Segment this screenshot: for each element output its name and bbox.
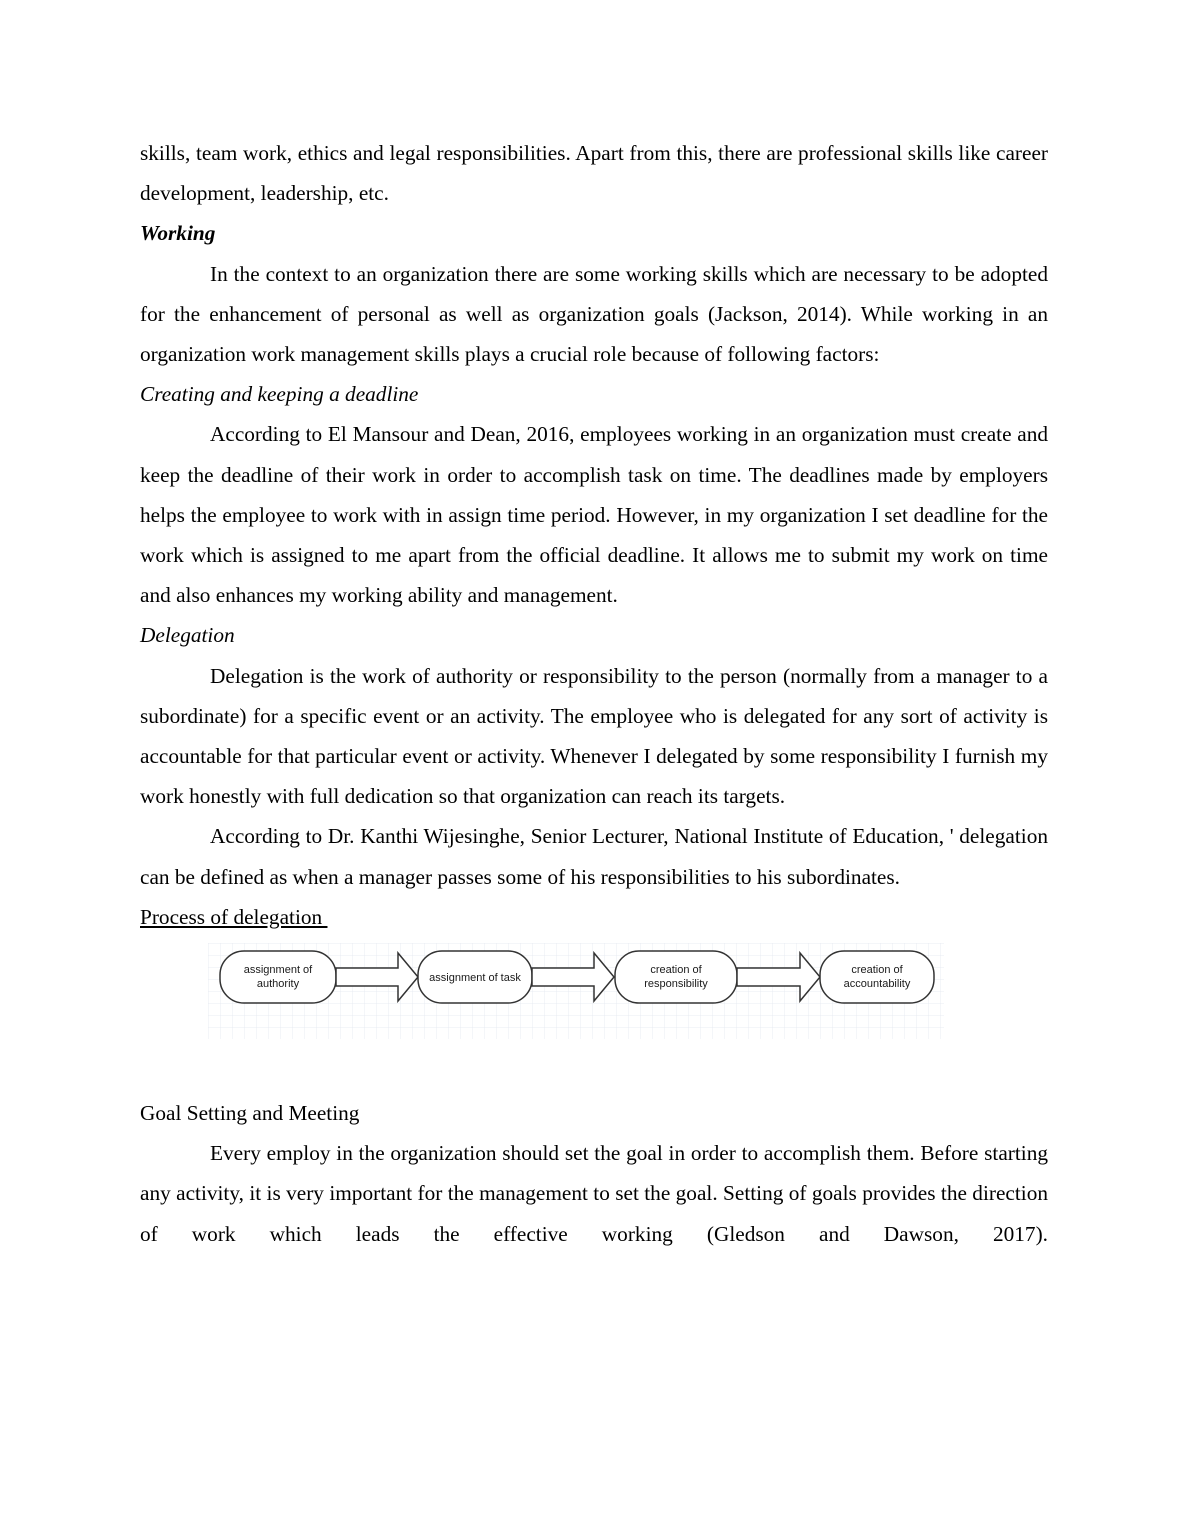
process-heading-text: Process of delegation xyxy=(140,904,328,929)
goal-paragraph: Every employ in the organization should set the goal in order to accomplish them. Before starting any activity, it is very important for the management to set the goal. Setting of goals provides the direction of work which leads the effective working (Gledson and Dawson, 2017). xyxy=(140,1141,1048,1246)
deadline-paragraph: According to El Mansour and Dean, 2016, employees working in an organization must create and keep the deadline of their work in order to accomplish task on time. The deadlines made by employers helps the employee to work with in assign time period. However, in my organization I set deadline for the work which is assigned to me apart from the official deadline. It allows me to submit my work on time and also enhances my working ability and management. xyxy=(140,422,1048,608)
node-authority-line1: assignment of xyxy=(243,964,313,977)
node-authority-line2: authority xyxy=(256,978,300,991)
delegation-process-diagram xyxy=(140,943,1048,1051)
working-heading: Working xyxy=(140,221,216,246)
process-node-accountability xyxy=(820,951,934,1003)
section-spacer xyxy=(140,1051,1048,1093)
delegation-quote-paragraph: According to Dr. Kanthi Wijesinghe, Senior Lecturer, National Institute of Education, ' delegation can be defined as when a manager passes some of his responsibilities to his subordinates. xyxy=(140,824,1048,889)
process-node-responsibility xyxy=(615,951,737,1003)
delegation-flow-svg xyxy=(208,943,944,1039)
working-paragraph: In the context to an organization there are some working skills which are necessary to be adopted for the enhancement of personal as well as organization goals (Jackson, 2014). While working in an organization work management skills plays a crucial role because of following factors: xyxy=(140,261,1048,367)
node-accountability-line1: creation of xyxy=(851,964,903,977)
deadline-heading: Creating and keeping a deadline xyxy=(140,382,419,407)
delegation-heading: Delegation xyxy=(140,623,235,648)
process-heading xyxy=(140,897,1048,937)
intro-continuation-paragraph: skills, team work, ethics and legal responsibilities. Apart from this, there are professional skills like career development, leadership, etc. xyxy=(140,141,1048,206)
process-node-authority xyxy=(220,951,336,1003)
process-node-task xyxy=(418,951,532,1003)
node-responsibility-line2: responsibility xyxy=(644,978,708,991)
node-accountability-line2: accountability xyxy=(843,978,911,991)
node-task-line1: assignment of task xyxy=(429,972,521,985)
node-responsibility-line1: creation of xyxy=(650,964,702,977)
goal-heading: Goal Setting and Meeting xyxy=(140,1101,360,1126)
document-page xyxy=(140,133,1048,1254)
delegation-paragraph: Delegation is the work of authority or responsibility to the person (normally from a manager to a subordinate) for a specific event or an activity. The employee who is delegated for any sort of activity is accountable for that particular event or activity. Whenever I delegated by some responsibility I furnish my work honestly with full dedication so that organization can reach its targets. xyxy=(140,663,1048,809)
